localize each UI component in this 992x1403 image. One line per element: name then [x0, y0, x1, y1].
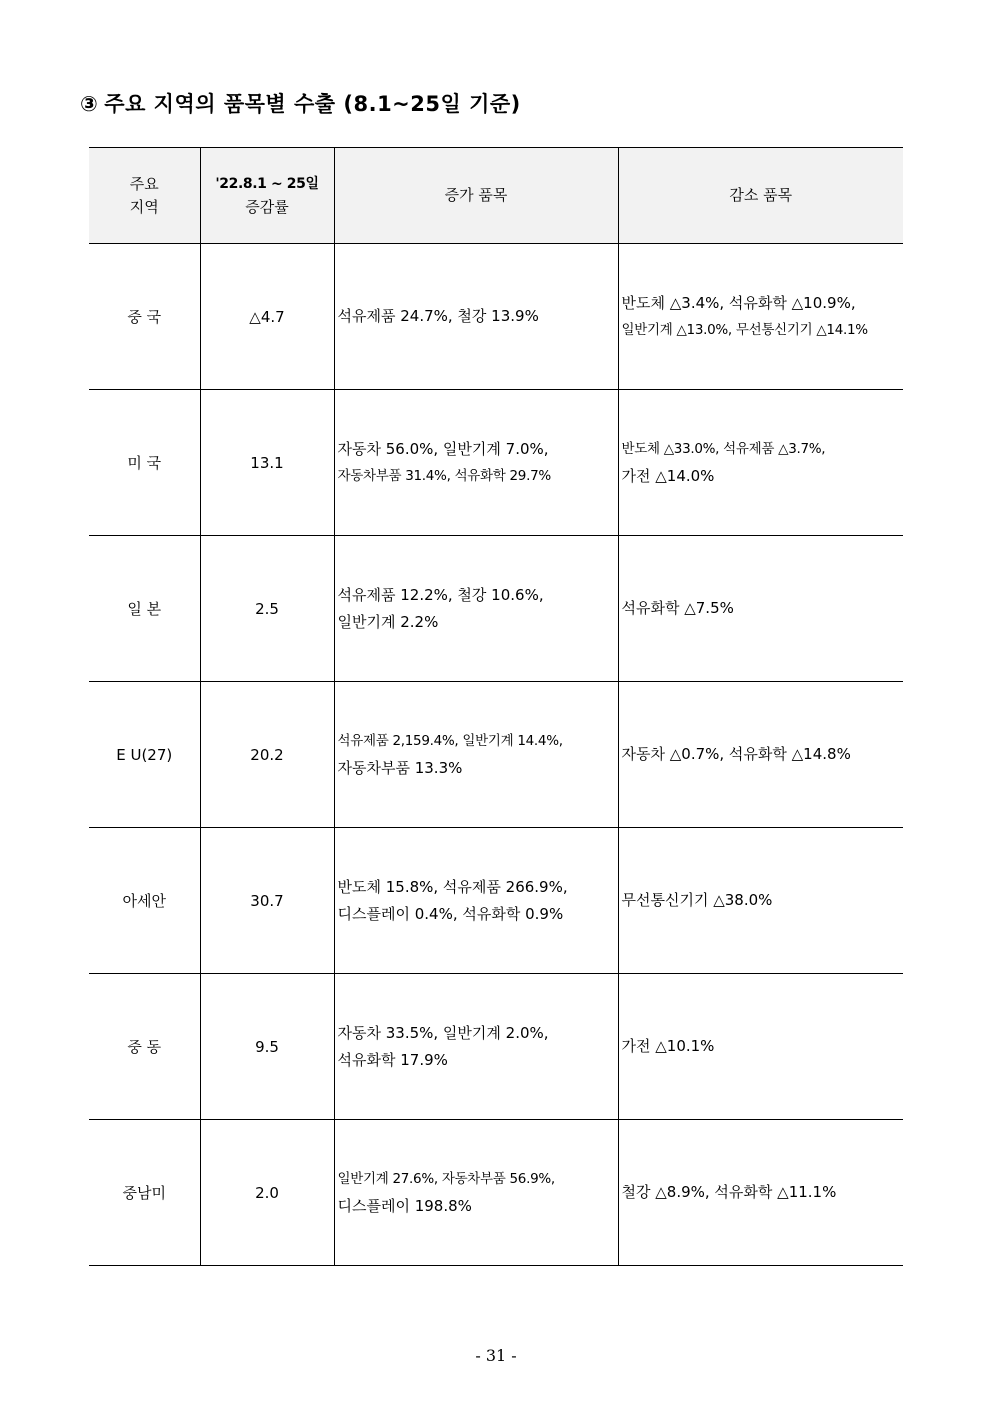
decrease-line: 일반기계 △13.0%, 무선통신기기 △14.1%: [621, 321, 868, 338]
table-row: [89, 244, 903, 390]
header-increase: 증가 품목: [334, 148, 618, 244]
decrease-cell: [618, 828, 903, 974]
region-cell: E U(27): [89, 682, 200, 828]
increase-line: 자동차부품 31.4%, 석유화학 29.7%: [337, 467, 551, 484]
table-row: [89, 828, 903, 974]
rate-cell: 2.5: [200, 536, 334, 682]
increase-line: 자동차 33.5%, 일반기계 2.0%,: [337, 1023, 549, 1042]
header-region-line: 주요: [129, 174, 159, 193]
region-cell: 일 본: [89, 536, 200, 682]
increase-line: 일반기계 27.6%, 자동차부품 56.9%,: [337, 1170, 555, 1187]
decrease-cell: [618, 390, 903, 536]
section-title-text: 주요 지역의 품목별 수출 (8.1~25일 기준): [104, 92, 521, 116]
decrease-cell: [618, 1120, 903, 1266]
increase-line: 자동차 56.0%, 일반기계 7.0%,: [337, 439, 549, 458]
region-cell: 중 동: [89, 974, 200, 1120]
increase-line: 디스플레이 0.4%, 석유화학 0.9%: [337, 904, 564, 923]
increase-cell: [334, 390, 618, 536]
header-rate-line: 증감률: [245, 197, 289, 216]
increase-line: 디스플레이 198.8%: [337, 1196, 472, 1215]
decrease-line: 무선통신기기 △38.0%: [621, 891, 773, 909]
header-rate: [200, 148, 334, 244]
page-number: - 31 -: [475, 1346, 517, 1365]
increase-cell: [334, 828, 618, 974]
decrease-line: 철강 △8.9%, 석유화학 △11.1%: [621, 1183, 837, 1201]
increase-cell: [334, 974, 618, 1120]
decrease-line: 반도체 △33.0%, 석유제품 △3.7%,: [621, 440, 826, 457]
rate-cell: 30.7: [200, 828, 334, 974]
decrease-cell: [618, 974, 903, 1120]
increase-line: 석유제품 2,159.4%, 일반기계 14.4%,: [337, 732, 563, 749]
increase-cell: [334, 244, 618, 390]
decrease-line: 석유화학 △7.5%: [621, 599, 734, 617]
region-cell: 아세안: [89, 828, 200, 974]
rate-cell: 20.2: [200, 682, 334, 828]
increase-line: 석유제품 12.2%, 철강 10.6%,: [337, 585, 544, 604]
region-cell: 중남미: [89, 1120, 200, 1266]
decrease-cell: [618, 244, 903, 390]
increase-cell: [334, 682, 618, 828]
table-row: [89, 536, 903, 682]
section-title: [80, 88, 527, 118]
table-row: [89, 682, 903, 828]
increase-line: 일반기계 2.2%: [337, 612, 439, 631]
regional-export-table: [89, 147, 903, 1266]
rate-cell: 9.5: [200, 974, 334, 1120]
region-cell: 중 국: [89, 244, 200, 390]
increase-line: 석유제품 24.7%, 철강 13.9%: [337, 307, 539, 325]
rate-cell: 13.1: [200, 390, 334, 536]
increase-cell: [334, 536, 618, 682]
table-row: [89, 390, 903, 536]
table-header-row: [89, 148, 903, 244]
decrease-line: 자동차 △0.7%, 석유화학 △14.8%: [621, 745, 851, 763]
rate-cell: △4.7: [200, 244, 334, 390]
region-cell: 미 국: [89, 390, 200, 536]
increase-cell: [334, 1120, 618, 1266]
decrease-cell: [618, 682, 903, 828]
header-region: [89, 148, 200, 244]
increase-line: 반도체 15.8%, 석유제품 266.9%,: [337, 877, 568, 896]
decrease-line: 가전 △10.1%: [621, 1037, 715, 1055]
increase-line: 자동차부품 13.3%: [337, 758, 463, 777]
table-row: [89, 974, 903, 1120]
header-region-line: 지역: [129, 197, 159, 216]
table-row: [89, 1120, 903, 1266]
decrease-cell: [618, 536, 903, 682]
section-marker: ③: [80, 92, 99, 116]
increase-line: 석유화학 17.9%: [337, 1050, 448, 1069]
rate-cell: 2.0: [200, 1120, 334, 1266]
header-decrease: 감소 품목: [618, 148, 903, 244]
decrease-line: 반도체 △3.4%, 석유화학 △10.9%,: [621, 293, 856, 312]
header-rate-line: '22.8.1 ~ 25일: [215, 175, 319, 192]
decrease-line: 가전 △14.0%: [621, 466, 715, 485]
